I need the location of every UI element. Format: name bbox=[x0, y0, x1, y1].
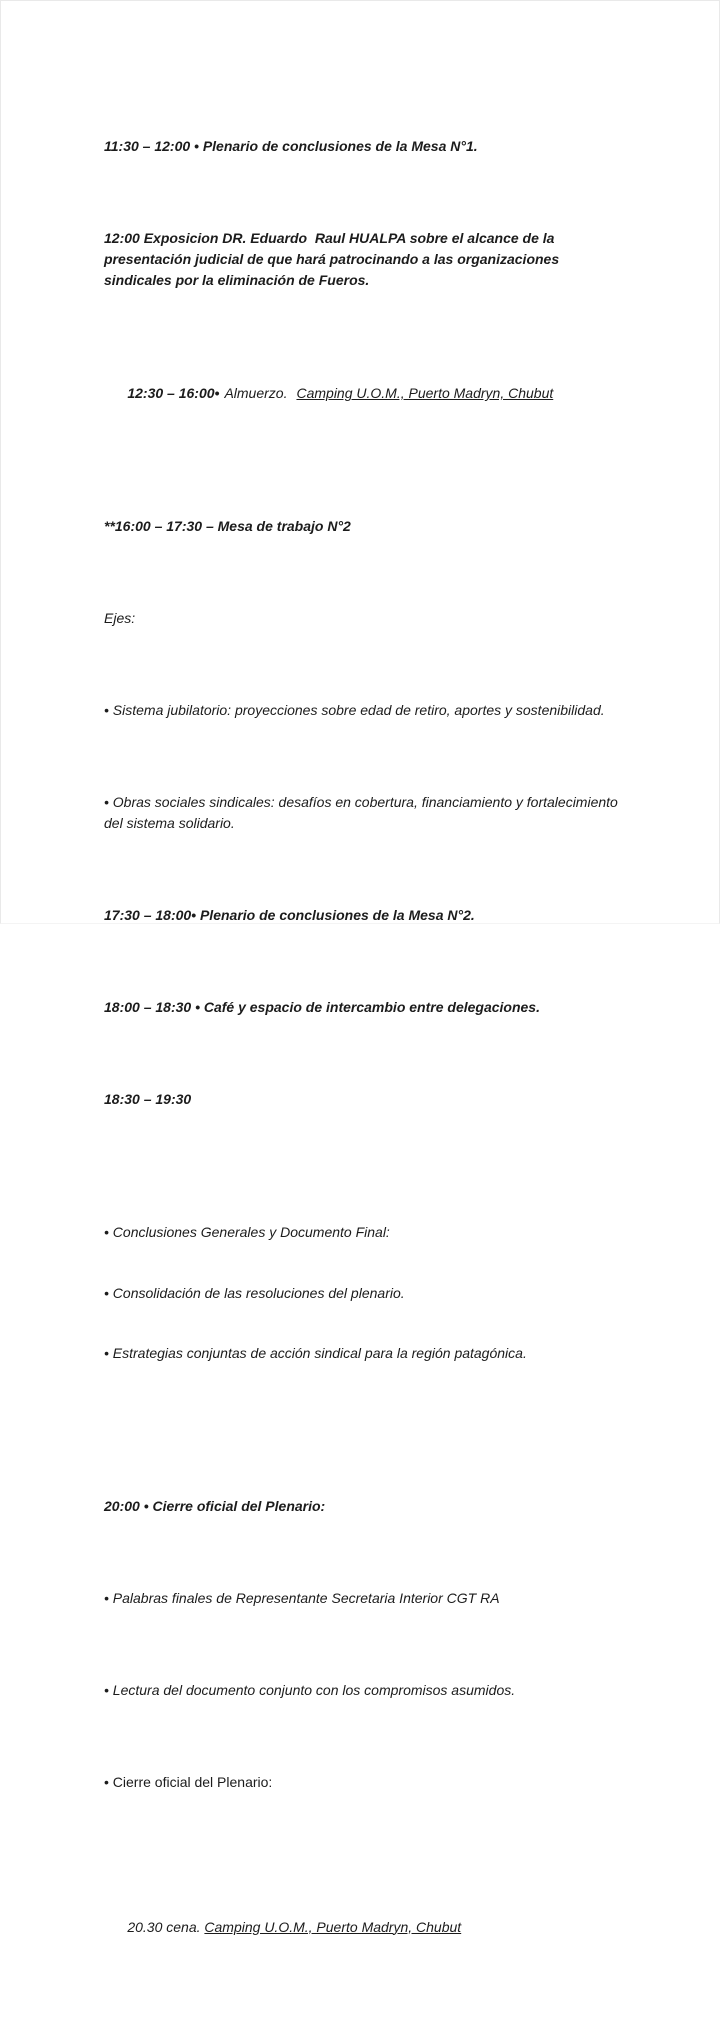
bullet-conclusiones-generales: • Conclusiones Generales y Documento Final: bbox=[104, 1224, 390, 1240]
schedule-item-plenario-mesa2: 17:30 – 18:00• Plenario de conclusiones de la Mesa N°2. bbox=[104, 907, 475, 923]
cena-location-link: Camping U.O.M., Puerto Madryn, Chubut bbox=[204, 1918, 462, 1935]
bullet-palabras-finales: • Palabras finales de Representante Secretaria Interior CGT RA bbox=[104, 1589, 500, 1606]
cena-prefix: 20.30 cena. bbox=[127, 1918, 205, 1935]
almuerzo-time: 12:30 – 16:00• bbox=[127, 385, 220, 401]
bullet-lectura-documento: • Lectura del documento conjunto con los compromisos asumidos. bbox=[104, 1681, 516, 1698]
schedule-item-cena bbox=[104, 1896, 626, 1959]
bullet-estrategias: • Estrategias conjuntas de acción sindical para la región patagónica. bbox=[104, 1345, 527, 1361]
schedule-item-bloque-1830: 18:30 – 19:30 bbox=[104, 1091, 192, 1107]
eje-obras-sociales: • Obras sociales sindicales: desafíos en cobertura, financiamiento y fortalecimiento del sistema solidario. bbox=[104, 794, 622, 831]
schedule-item-exposicion-hualpa: 12:00 Exposicion DR. Eduardo Raul HUALPA sobre el alcance de la presentación judicial de que hará patrocinando a las organizaciones sindicales por la eliminación de Fueros. bbox=[104, 230, 564, 288]
schedule-content bbox=[104, 73, 626, 2030]
bullet-consolidacion: • Consolidación de las resoluciones del plenario. bbox=[104, 1284, 405, 1301]
ejes-label: Ejes: bbox=[104, 610, 136, 626]
bullet-cierre-oficial: • Cierre oficial del Plenario: bbox=[104, 1773, 273, 1790]
schedule-item-plenario-mesa1: 11:30 – 12:00 • Plenario de conclusiones de la Mesa N°1. bbox=[104, 138, 478, 154]
schedule-item-mesa-trabajo-2: **16:00 – 17:30 – Mesa de trabajo N°2 bbox=[104, 518, 351, 534]
almuerzo-activity: Almuerzo. bbox=[224, 385, 288, 401]
schedule-item-cafe-intercambio: 18:00 – 18:30 • Café y espacio de intercambio entre delegaciones. bbox=[104, 999, 540, 1015]
bloque-1830-bullet-list bbox=[104, 1181, 626, 1405]
eje-sistema-jubilatorio: • Sistema jubilatorio: proyecciones sobre edad de retiro, aportes y sostenibilidad. bbox=[104, 702, 605, 718]
schedule-item-cierre-titulo: 20:00 • Cierre oficial del Plenario: bbox=[104, 1497, 326, 1514]
almuerzo-location-link: Camping U.O.M., Puerto Madryn, Chubut bbox=[296, 385, 554, 401]
schedule-item-almuerzo bbox=[104, 362, 626, 425]
